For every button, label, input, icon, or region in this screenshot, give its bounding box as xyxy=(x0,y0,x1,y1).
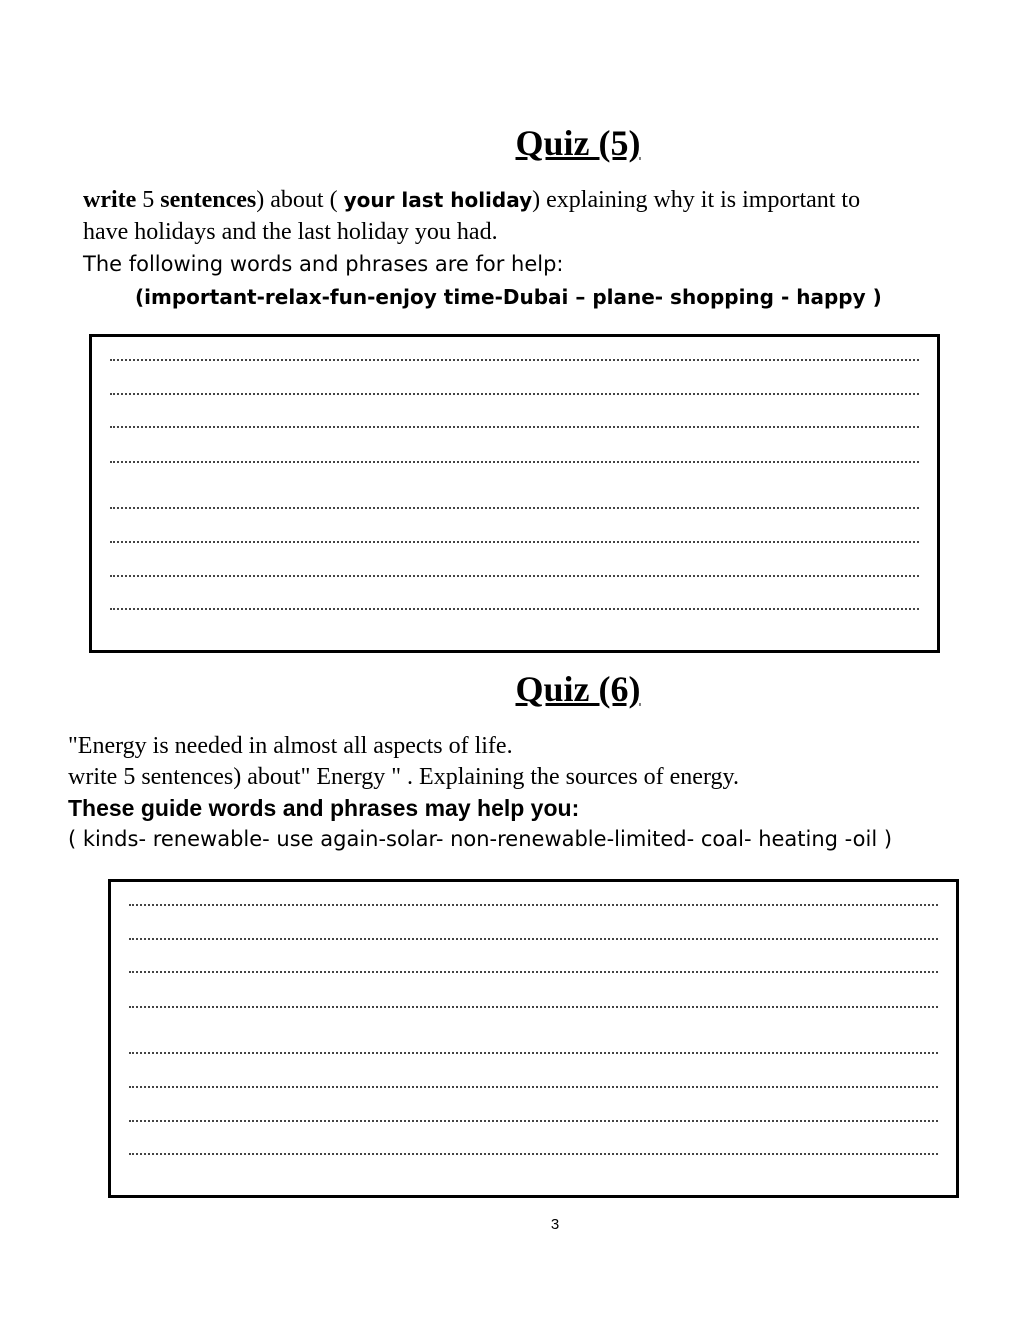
answer-line xyxy=(110,541,919,543)
quiz5-word-about: ) about ( xyxy=(256,187,344,213)
quiz6-instruction-line1: "Energy is needed in almost all aspects of life. xyxy=(68,733,513,759)
quiz5-title: Quiz (5) xyxy=(515,123,641,163)
answer-line xyxy=(110,461,919,463)
answer-line xyxy=(129,1153,938,1155)
answer-line xyxy=(129,1086,938,1088)
answer-line xyxy=(129,1052,938,1054)
quiz6-title: Quiz (6) xyxy=(515,669,641,709)
answer-line xyxy=(110,507,919,509)
quiz5-answer-box[interactable] xyxy=(89,334,940,653)
page-number: 3 xyxy=(550,1216,560,1233)
quiz6-guide-words: ( kinds- renewable- use again-solar- non-renewable-limited- coal- heating -oil ) xyxy=(68,827,893,851)
quiz5-word-write: write xyxy=(83,187,137,213)
answer-line xyxy=(110,393,919,395)
quiz5-instruction-line2: have holidays and the last holiday you had. xyxy=(83,219,498,245)
quiz5-topic: your last holiday xyxy=(343,188,533,212)
quiz5-help-intro: The following words and phrases are for help: xyxy=(83,252,564,276)
quiz5-word-sentences: sentences xyxy=(160,187,257,213)
quiz5-instruction-line1 xyxy=(83,185,860,215)
answer-line xyxy=(110,608,919,610)
answer-line xyxy=(129,938,938,940)
answer-line xyxy=(110,575,919,577)
quiz5-help-words: (important-relax-fun-enjoy time-Dubai – plane- shopping - happy ) xyxy=(135,285,882,309)
answer-line xyxy=(129,904,938,906)
quiz5-explaining: ) explaining why it is important to xyxy=(532,187,861,213)
answer-line xyxy=(129,1120,938,1122)
answer-line xyxy=(110,359,919,361)
answer-line xyxy=(110,426,919,428)
quiz5-word-5: 5 xyxy=(136,187,161,213)
answer-line xyxy=(129,971,938,973)
answer-line xyxy=(129,1006,938,1008)
quiz6-answer-box[interactable] xyxy=(108,879,959,1198)
quiz6-guide-intro: These guide words and phrases may help you: xyxy=(68,795,580,821)
quiz6-instruction-line2: write 5 sentences) about" Energy " . Explaining the sources of energy. xyxy=(68,764,739,790)
